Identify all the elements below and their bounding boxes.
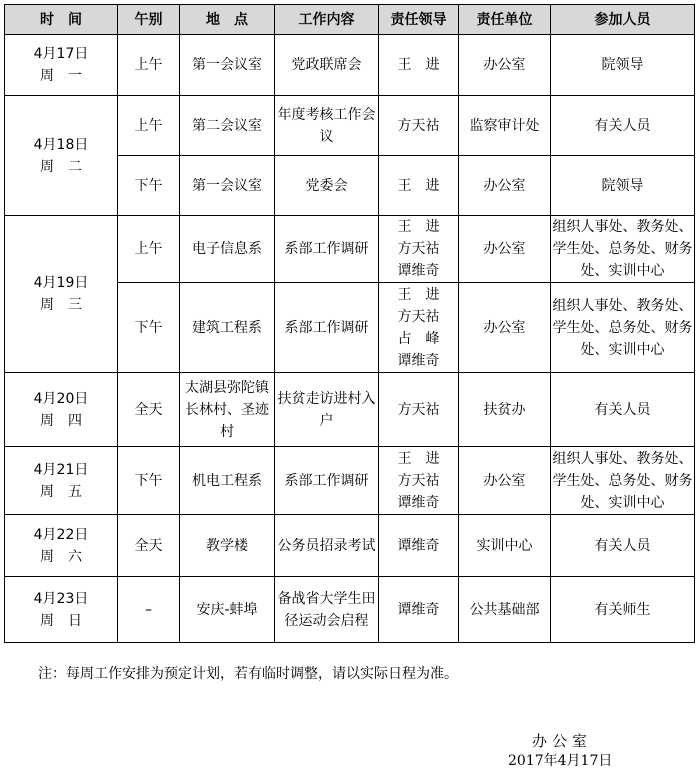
header-unit: 责任单位	[459, 5, 551, 35]
header-time: 时 间	[5, 5, 118, 35]
day-date: 4月23日	[33, 590, 89, 607]
session-leaders	[379, 156, 459, 216]
day-weekday: 周 六	[40, 548, 82, 565]
day-weekday: 周 日	[40, 612, 82, 629]
issue-date: 2017年4月17日	[508, 753, 613, 769]
day-date: 4月21日	[33, 461, 89, 478]
session-unit: 办公室	[459, 216, 551, 283]
session-content: 系部工作调研	[275, 283, 379, 373]
session-period: –	[118, 577, 180, 643]
session-content: 年度考核工作会议	[275, 96, 379, 156]
session-content: 系部工作调研	[275, 216, 379, 283]
session-leaders	[379, 515, 459, 577]
leader-name: 方天祜	[397, 308, 440, 325]
session-period: 全天	[118, 515, 180, 577]
session-location: 电子信息系	[180, 216, 275, 283]
session-unit: 监察审计处	[459, 96, 551, 156]
day-cell	[5, 96, 118, 216]
session-period: 全天	[118, 373, 180, 447]
schedule-note: 注：每周工作安排为预定计划，若有临时调整，请以实际日程为准。	[38, 666, 458, 682]
day-date: 4月22日	[33, 526, 89, 543]
day-cell	[5, 35, 118, 96]
leader-name: 王 进	[397, 286, 440, 303]
session-leaders	[379, 577, 459, 643]
session-location: 第二会议室	[180, 96, 275, 156]
session-content: 备战省大学生田径运动会启程	[275, 577, 379, 643]
header-period: 午别	[118, 5, 180, 35]
session-unit: 实训中心	[459, 515, 551, 577]
session-unit: 办公室	[459, 447, 551, 515]
session-period: 上午	[118, 35, 180, 96]
session-participants: 组织人事处、教务处、学生处、总务处、财务处、实训中心	[551, 283, 695, 373]
session-participants: 有关师生	[551, 577, 695, 643]
session-location: 太湖县弥陀镇长林村、圣迹村	[180, 373, 275, 447]
session-leaders	[379, 283, 459, 373]
schedule-row	[5, 577, 695, 643]
schedule-row	[5, 96, 695, 156]
session-period: 下午	[118, 283, 180, 373]
session-content: 公务员招录考试	[275, 515, 379, 577]
leader-name: 王 进	[397, 57, 440, 73]
schedule-row	[5, 447, 695, 515]
leader-name: 王 进	[397, 450, 440, 467]
header-location: 地 点	[180, 5, 275, 35]
day-cell	[5, 447, 118, 515]
session-participants: 组织人事处、教务处、学生处、总务处、财务处、实训中心	[551, 447, 695, 515]
leader-name: 占 峰	[397, 330, 440, 347]
header-row	[5, 5, 695, 35]
session-unit: 办公室	[459, 35, 551, 96]
session-content: 扶贫走访进村入户	[275, 373, 379, 447]
day-weekday: 周 二	[40, 158, 82, 175]
leader-name: 谭维奇	[397, 601, 440, 618]
session-leaders	[379, 35, 459, 96]
session-leaders	[379, 447, 459, 515]
day-date: 4月17日	[33, 46, 89, 62]
day-cell	[5, 515, 118, 577]
leader-name: 谭维奇	[397, 537, 440, 554]
leader-name: 谭维奇	[397, 263, 440, 279]
schedule-row	[5, 515, 695, 577]
day-date: 4月20日	[33, 390, 89, 407]
session-period: 上午	[118, 96, 180, 156]
leader-name: 王 进	[397, 177, 440, 194]
session-content: 党政联席会	[275, 35, 379, 96]
header-leader: 责任领导	[379, 5, 459, 35]
day-date: 4月18日	[33, 136, 89, 153]
schedule-row	[5, 216, 695, 283]
session-unit: 办公室	[459, 156, 551, 216]
header-content: 工作内容	[275, 5, 379, 35]
session-participants: 有关人员	[551, 515, 695, 577]
schedule-table	[4, 4, 695, 643]
day-weekday: 周 四	[40, 412, 82, 429]
session-content: 党委会	[275, 156, 379, 216]
leader-name: 谭维奇	[397, 494, 440, 511]
session-location: 教学楼	[180, 515, 275, 577]
leader-name: 方天祜	[397, 241, 440, 257]
leader-name: 方天祜	[397, 401, 440, 418]
session-period: 上午	[118, 216, 180, 283]
session-period: 下午	[118, 156, 180, 216]
session-location: 机电工程系	[180, 447, 275, 515]
day-weekday: 周 三	[40, 297, 82, 313]
session-participants: 组织人事处、教务处、学生处、总务处、财务处、实训中心	[551, 216, 695, 283]
session-period: 下午	[118, 447, 180, 515]
header-participants: 参加人员	[551, 5, 695, 35]
session-leaders	[379, 96, 459, 156]
leader-name: 方天祜	[397, 117, 440, 134]
session-unit: 扶贫办	[459, 373, 551, 447]
leader-name: 方天祜	[397, 472, 440, 489]
session-unit: 公共基础部	[459, 577, 551, 643]
session-participants: 有关人员	[551, 373, 695, 447]
session-content: 系部工作调研	[275, 447, 379, 515]
day-cell	[5, 216, 118, 373]
day-cell	[5, 577, 118, 643]
day-cell	[5, 373, 118, 447]
session-participants: 院领导	[551, 156, 695, 216]
session-leaders	[379, 373, 459, 447]
session-location: 安庆-蚌埠	[180, 577, 275, 643]
session-location: 建筑工程系	[180, 283, 275, 373]
session-location: 第一会议室	[180, 156, 275, 216]
schedule-row	[5, 373, 695, 447]
session-location: 第一会议室	[180, 35, 275, 96]
leader-name: 王 进	[397, 219, 440, 235]
schedule-body	[5, 35, 695, 643]
day-weekday: 周 五	[40, 483, 82, 500]
leader-name: 谭维奇	[397, 352, 440, 369]
session-participants: 有关人员	[551, 96, 695, 156]
issuer-office: 办公室	[532, 732, 593, 750]
session-leaders	[379, 216, 459, 283]
day-date: 4月19日	[33, 275, 89, 291]
day-weekday: 周 一	[40, 68, 82, 84]
session-participants: 院领导	[551, 35, 695, 96]
session-unit: 办公室	[459, 283, 551, 373]
schedule-row	[5, 35, 695, 96]
